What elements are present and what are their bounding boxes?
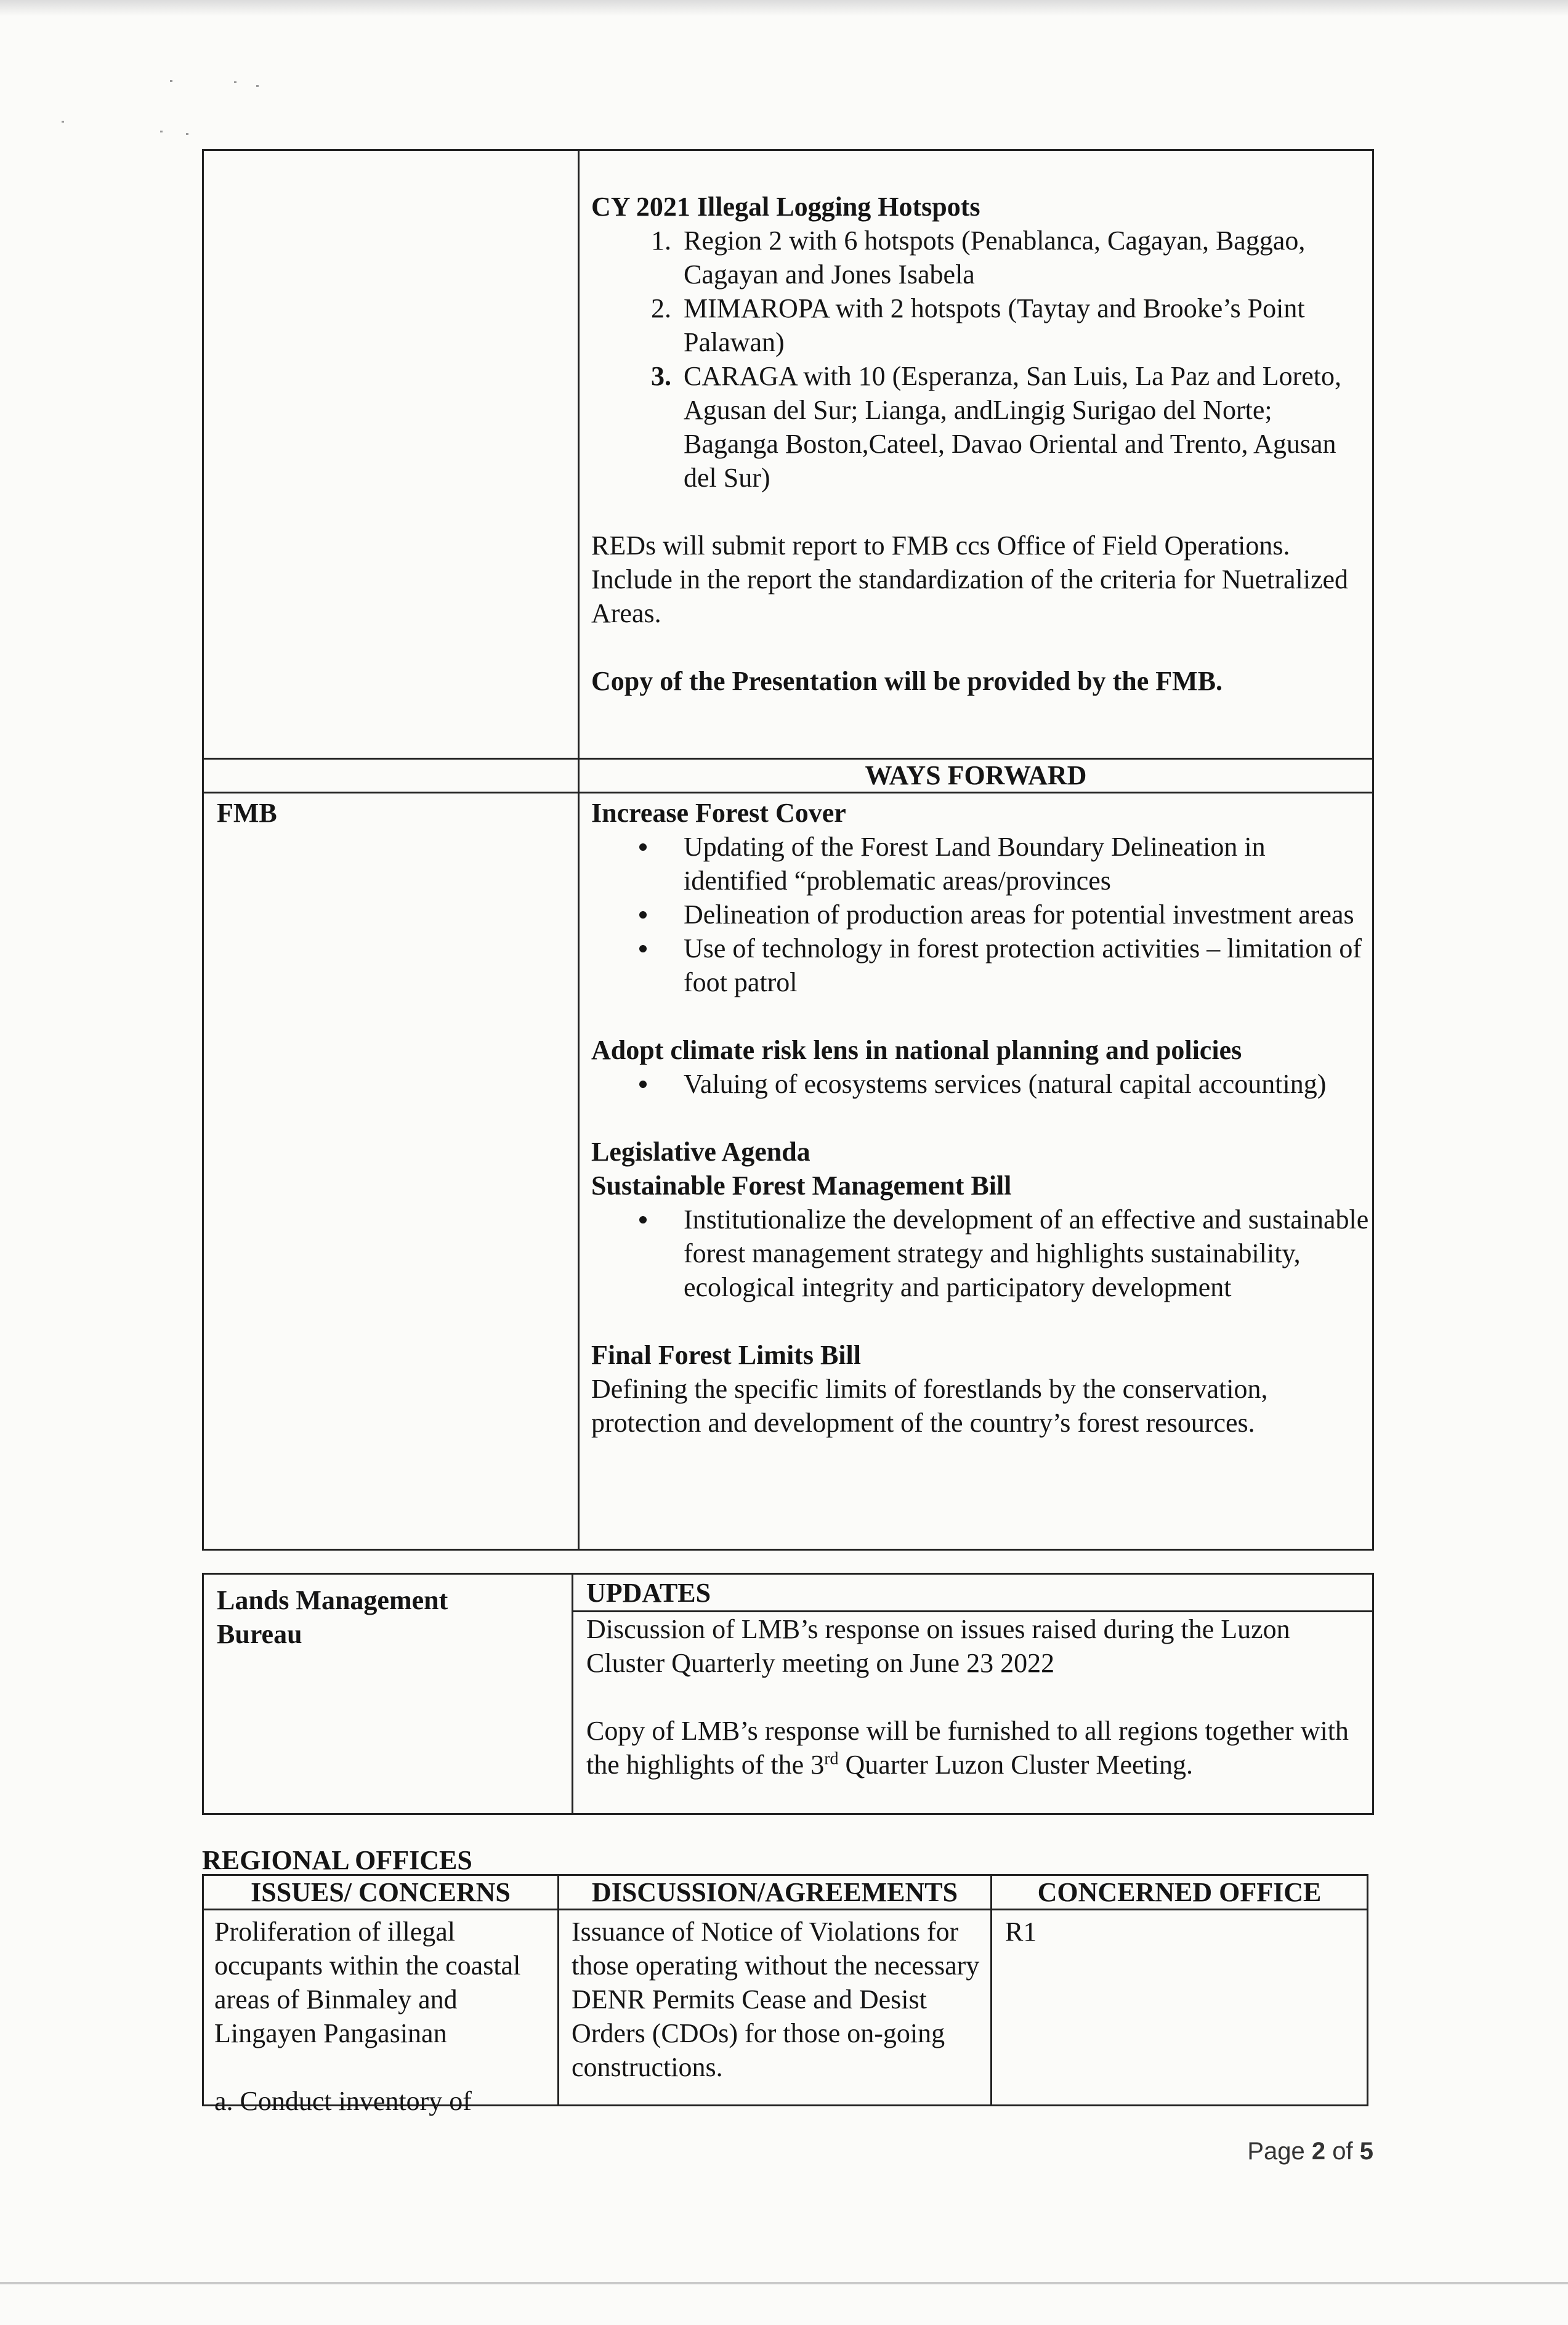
forest-limits-bill-text: Defining the specific limits of forestlands by the conservation, protection and development of the country’s forest resources. — [591, 1374, 1268, 1438]
sfm-bill-list — [591, 1203, 1370, 1304]
increase-forest-cover-title: Increase Forest Cover — [591, 798, 846, 828]
regional-office-cell — [1005, 1915, 1350, 1949]
list-item: Updating of the Forest Land Boundary Delineation in identified “problematic areas/provinces — [591, 830, 1370, 898]
page-number: Page 2 of 5 — [1247, 2138, 1373, 2165]
lmb-para1: Discussion of LMB’s response on issues raised during the Luzon Cluster Quarterly meeting on June 23 2022 — [586, 1614, 1290, 1678]
list-item: Use of technology in forest protection activities – limitation of foot patrol — [591, 931, 1370, 999]
discussion-text: Issuance of Notice of Violations for those operating without the necessary DENR Permits Cease and Desist Orders (CDOs) for those on-going constructions. — [572, 1917, 980, 2082]
climate-risk-list — [591, 1067, 1370, 1101]
legislative-agenda-title: Legislative Agenda — [591, 1137, 810, 1167]
reds-note: REDs will submit report to FMB ccs Office of Field Operations. Include in the report the standardization of the criteria for Nuetralized Areas. — [591, 530, 1349, 628]
list-item: 1. Region 2 with 6 hotspots (Penablanca, Cagayan, Baggao, Cagayan and Jones Isabela — [651, 225, 1306, 290]
ways-forward-header: WAYS FORWARD — [865, 760, 1087, 790]
bullet-icon — [639, 843, 647, 851]
regional-issue-cell — [214, 1915, 550, 2118]
climate-risk-title: Adopt climate risk lens in national planning and policies — [591, 1035, 1242, 1065]
col-header-issues: ISSUES/ CONCERNS — [251, 1877, 511, 1907]
lmb-label: Lands Management Bureau — [217, 1585, 448, 1649]
list-item: Valuing of ecosystems services (natural capital accounting) — [591, 1067, 1370, 1101]
issue-text: Proliferation of illegal occupants within the coastal areas of Binmaley and Lingayen Pangasinan — [214, 1917, 521, 2048]
regional-discussion-cell — [572, 1915, 984, 2084]
sfm-bill-title: Sustainable Forest Management Bill — [591, 1171, 1012, 1201]
hotspots-list — [591, 224, 1367, 495]
office-text: R1 — [1005, 1917, 1037, 1947]
table-fmb-divider — [578, 149, 580, 1551]
increase-forest-cover-list — [591, 830, 1370, 999]
lmb-updates-cell — [586, 1612, 1365, 1782]
bullet-icon — [639, 1216, 647, 1223]
table-fmb-row-line — [202, 792, 1374, 793]
col-header-discussion: DISCUSSION/AGREEMENTS — [591, 1877, 958, 1907]
copy-note: Copy of the Presentation will be provided by the FMB. — [591, 666, 1223, 696]
forest-limits-bill-title: Final Forest Limits Bill — [591, 1340, 861, 1370]
issue-sub-item: a. Conduct inventory of — [214, 2086, 472, 2116]
scan-bottom-edge — [0, 2282, 1568, 2284]
table-lmb-divider — [572, 1573, 573, 1815]
bullet-icon — [639, 911, 647, 919]
list-item: 3. CARAGA with 10 (Esperanza, San Luis, La Paz and Loreto, Agusan del Sur; Lianga, andLingig Surigao del Norte; Baganga Boston,Cateel, Davao Oriental and Trento, Agusan del Sur) — [651, 361, 1341, 493]
lmb-para2: Copy of LMB’s response will be furnished to all regions together with the highlights of the 3rd Quarter Luzon Cluster Meeting. — [586, 1716, 1349, 1780]
regional-offices-title: REGIONAL OFFICES — [202, 1845, 472, 1875]
list-item: Delineation of production areas for potential investment areas — [591, 898, 1370, 931]
scan-specks — [55, 74, 302, 148]
scan-top-edge — [0, 0, 1568, 16]
table-regional-header-line — [202, 1909, 1368, 1910]
bullet-icon — [639, 945, 647, 952]
bullet-icon — [639, 1081, 647, 1088]
hotspots-cell — [591, 190, 1367, 698]
col-header-office: CONCERNED OFFICE — [1037, 1877, 1322, 1907]
list-item: Institutionalize the development of an effective and sustainable forest management strategy and highlights sustainability, ecological integrity and participatory development — [591, 1203, 1370, 1304]
ways-forward-cell — [591, 796, 1370, 1440]
fmb-label: FMB — [217, 798, 277, 828]
lmb-updates-header: UPDATES — [586, 1578, 711, 1608]
hotspots-title: CY 2021 Illegal Logging Hotspots — [591, 192, 980, 222]
list-item: 2. MIMAROPA with 2 hotspots (Taytay and Brooke’s Point Palawan) — [651, 293, 1305, 357]
